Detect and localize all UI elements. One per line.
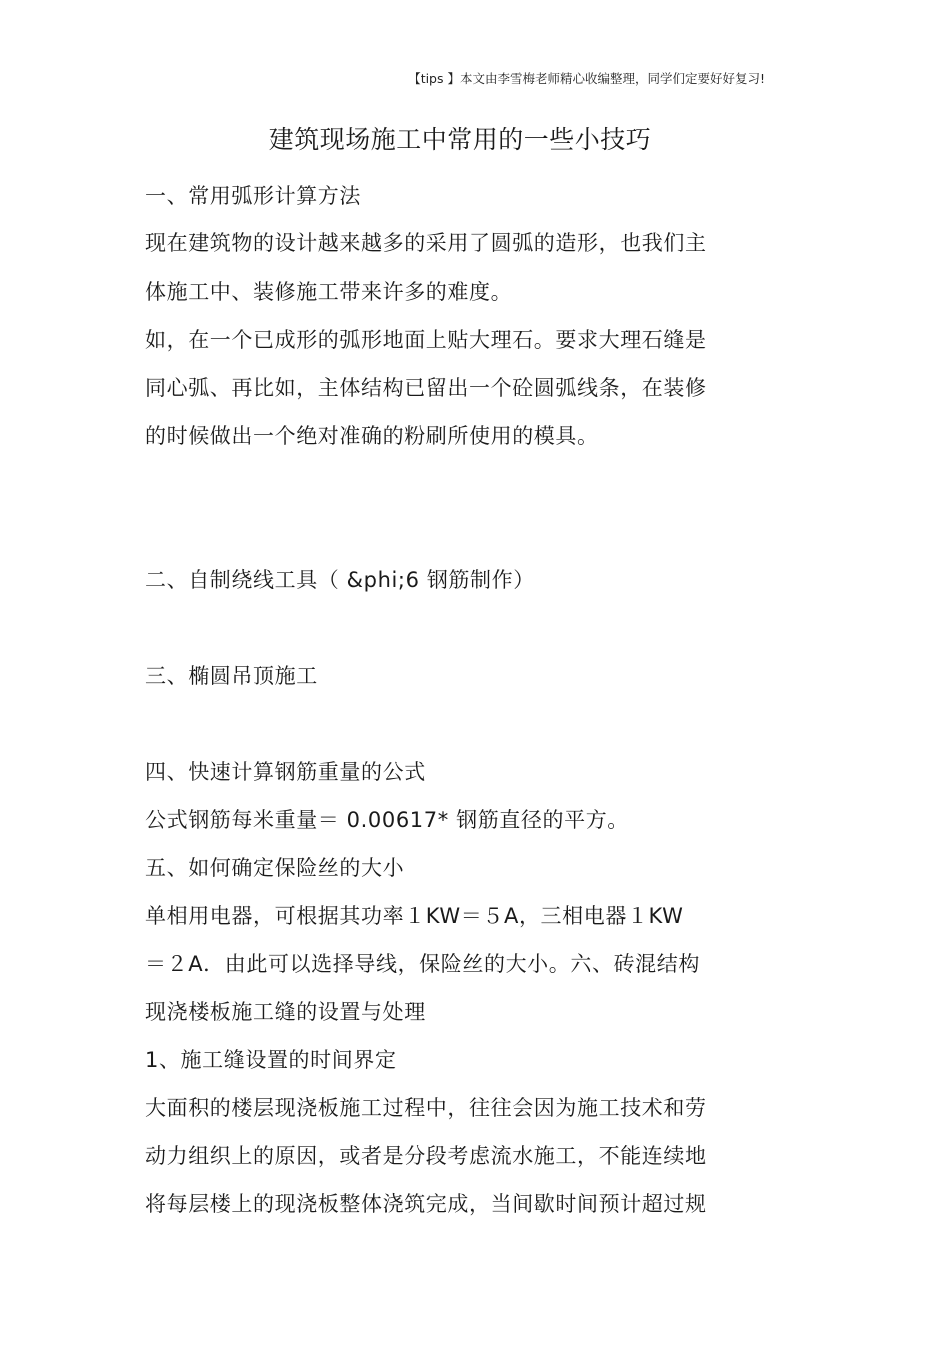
paragraph-line: 同心弧、再比如，主体结构已留出一个砼圆弧线条，在装修 — [145, 376, 707, 400]
section-heading-arc-calculation: 一、常用弧形计算方法 — [145, 184, 361, 208]
tips-note: 【tips 】本文由李雪梅老师精心收编整理，同学们定要好好复习! — [408, 71, 765, 86]
paragraph-line: 公式钢筋每米重量＝ 0.00617* 钢筋直径的平方。 — [145, 808, 629, 832]
document-title: 建筑现场施工中常用的一些小技巧 — [268, 125, 652, 154]
paragraph-line: 如，在一个已成形的弧形地面上贴大理石。要求大理石缝是 — [145, 328, 707, 352]
paragraph-line: 现在建筑物的设计越来越多的采用了圆弧的造形，也我们主 — [145, 231, 707, 255]
paragraph-line: 将每层楼上的现浇板整体浇筑完成，当间歇时间预计超过规 — [145, 1192, 707, 1216]
section-heading-ellipse-ceiling: 三、椭圆吊顶施工 — [145, 664, 318, 688]
paragraph-line: 现浇楼板施工缝的设置与处理 — [145, 1000, 426, 1024]
paragraph-line: 体施工中、装修施工带来许多的难度。 — [145, 280, 513, 304]
paragraph-line: 的时候做出一个绝对准确的粉刷所使用的模具。 — [145, 424, 599, 448]
subsection-heading: 1、施工缝设置的时间界定 — [145, 1048, 397, 1072]
paragraph-line: 动力组织上的原因，或者是分段考虑流水施工，不能连续地 — [145, 1144, 707, 1168]
paragraph-line: 单相用电器，可根据其功率１KW＝５A，三相电器１KW — [145, 904, 684, 928]
section-heading-winding-tool: 二、自制绕线工具（ &phi;6 钢筋制作） — [145, 568, 535, 592]
section-heading-fuse-size: 五、如何确定保险丝的大小 — [145, 856, 405, 880]
paragraph-line: ＝２A．由此可以选择导线，保险丝的大小。六、砖混结构 — [145, 952, 700, 976]
section-heading-rebar-weight: 四、快速计算钢筋重量的公式 — [145, 760, 426, 784]
paragraph-line: 大面积的楼层现浇板施工过程中，往往会因为施工技术和劳 — [145, 1096, 707, 1120]
